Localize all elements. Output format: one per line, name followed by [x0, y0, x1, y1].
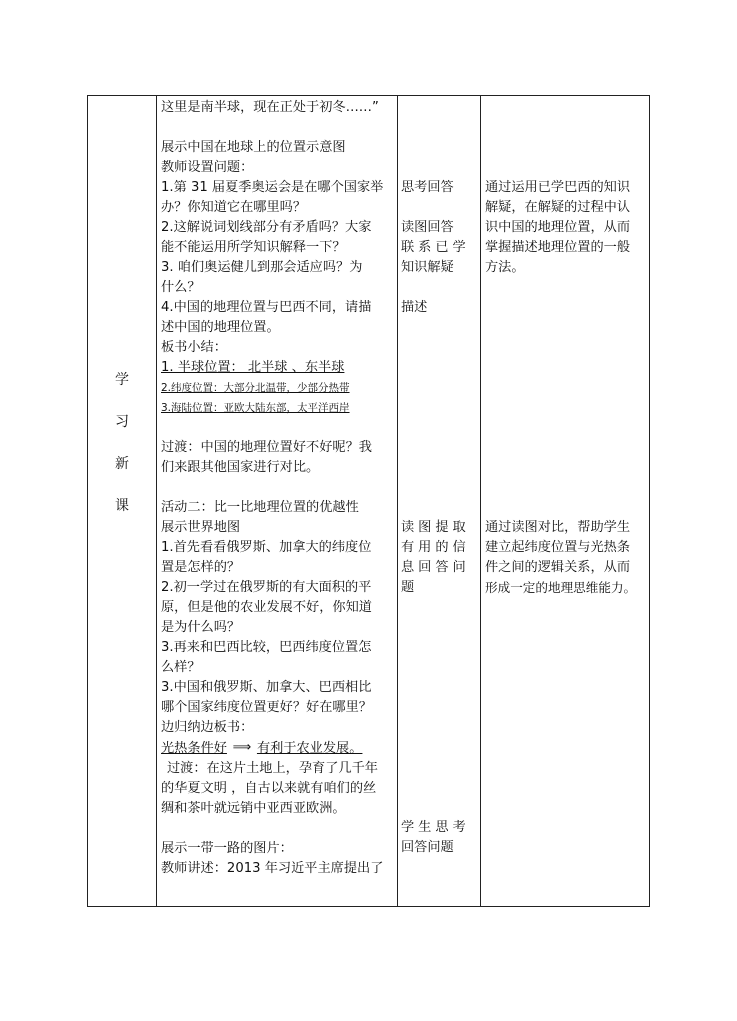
lesson-plan-table	[87, 95, 650, 907]
question-line: 3.中国和俄罗斯、加拿大、巴西相比	[161, 680, 372, 695]
board-conclusion-cause: 光热条件好	[161, 741, 227, 756]
student-line: 知识解疑	[401, 260, 454, 275]
content-line: 展示世界地图	[161, 520, 241, 535]
board-summary-line: 1. 半球位置： 北半球 、东半球	[161, 360, 345, 375]
question-line: 办？你知道它在哪里吗？	[161, 200, 307, 215]
content-line: 过渡：中国的地理位置好不好呢？我	[161, 440, 372, 455]
question-line: 1.首先看看俄罗斯、加拿大的纬度位	[161, 540, 372, 555]
question-line: 2.初一学过在俄罗斯的有大面积的平	[161, 580, 372, 595]
board-summary-line: 3.海陆位置：亚欧大陆东部，太平洋西岸	[161, 402, 350, 414]
blank-line	[161, 418, 397, 438]
blank-line	[161, 118, 397, 138]
student-line: 学生思考	[401, 820, 470, 835]
question-line: 哪个国家纬度位置更好？好在哪里？	[161, 700, 372, 715]
blank-line	[161, 819, 397, 839]
content-line: 展示一带一路的图片：	[161, 841, 293, 856]
content-line: 展示中国在地球上的位置示意图	[161, 140, 346, 155]
student-line: 读图提取	[401, 520, 470, 535]
content-line: 这里是南半球，现在正处于初冬……”	[161, 100, 379, 115]
section-label	[88, 359, 156, 527]
content-line: 的华夏文明 ，自古以来就有咱们的丝	[161, 781, 377, 796]
intent-line: 识中国的地理位置，从而	[485, 220, 631, 235]
board-conclusion-line	[161, 738, 397, 759]
content-line: 绸和茶叶就远销中亚西亚欧洲。	[161, 801, 346, 816]
content-line: 教师设置问题：	[161, 160, 254, 175]
column-divider	[397, 96, 398, 906]
column-divider	[480, 96, 481, 906]
question-line: 么样？	[161, 660, 201, 675]
question-line: 4.中国的地理位置与巴西不同，请描	[161, 300, 372, 315]
student-line: 思考回答	[401, 180, 454, 195]
student-line: 回答问题	[401, 840, 454, 855]
intent-line: 掌握描述地理位置的一般	[485, 240, 631, 255]
content-line: 板书小结：	[161, 340, 227, 355]
question-line: 3.再来和巴西比较，巴西纬度位置怎	[161, 640, 372, 655]
board-summary-line: 2.纬度位置：大部分北温带，少部分热带	[161, 382, 350, 394]
intent-line: 建立起纬度位置与光热条	[485, 540, 631, 555]
blank-line	[161, 478, 397, 498]
design-intent-cell	[485, 98, 645, 598]
arrow-right-icon: ⟹	[232, 740, 252, 755]
column-divider	[156, 96, 157, 906]
question-line: 置是怎样的？	[161, 560, 241, 575]
board-conclusion-effect: 有利于农业发展。	[256, 741, 363, 756]
question-line: 2.这解说词划线部分有矛盾吗？大家	[161, 220, 372, 235]
intent-line: 通过读图对比，帮助学生	[485, 520, 631, 535]
question-line: 是为什么吗？	[161, 620, 241, 635]
intent-line: 通过运用已学巴西的知识	[485, 180, 631, 195]
question-line: 什么？	[161, 280, 201, 295]
content-line: 活动二：比一比地理位置的优越性	[161, 500, 359, 515]
question-line: 原，但是他的农业发展不好，你知道	[161, 600, 372, 615]
content-line: 教师讲述：2013 年习近平主席提出了	[161, 861, 384, 876]
section-char: 习	[115, 414, 129, 430]
intent-line: 解疑，在解疑的过程中认	[485, 200, 631, 215]
section-cell	[88, 96, 156, 906]
question-line: 1.第 31 届夏季奥运会是在哪个国家举	[161, 180, 384, 195]
student-line: 描述	[401, 300, 428, 315]
section-char: 新	[115, 456, 129, 472]
student-line: 息回答问	[401, 560, 470, 575]
section-char: 学	[115, 372, 129, 388]
student-line: 有用的信	[401, 540, 470, 555]
section-char: 课	[115, 498, 129, 514]
student-line: 题	[401, 580, 415, 595]
content-line: 过渡：在这片土地上，孕育了几千年	[167, 761, 378, 776]
question-line: 述中国的地理位置。	[161, 320, 280, 335]
question-line: 能不能运用所学知识解释一下？	[161, 240, 346, 255]
question-line: 3. 咱们奥运健儿到那会适应吗？为	[161, 260, 363, 275]
content-line: 边归纳边板书：	[161, 720, 254, 735]
content-line: 们来跟其他国家进行对比。	[161, 460, 320, 475]
intent-line: 方法。	[485, 260, 525, 275]
student-line: 读图回答	[401, 220, 454, 235]
teacher-activity-cell	[161, 98, 397, 879]
intent-line: 形成一定的地理思维能力。	[485, 580, 637, 595]
intent-line: 件之间的逻辑关系，从而	[485, 560, 631, 575]
student-activity-cell	[401, 98, 471, 858]
student-line: 联系已学	[401, 240, 470, 255]
